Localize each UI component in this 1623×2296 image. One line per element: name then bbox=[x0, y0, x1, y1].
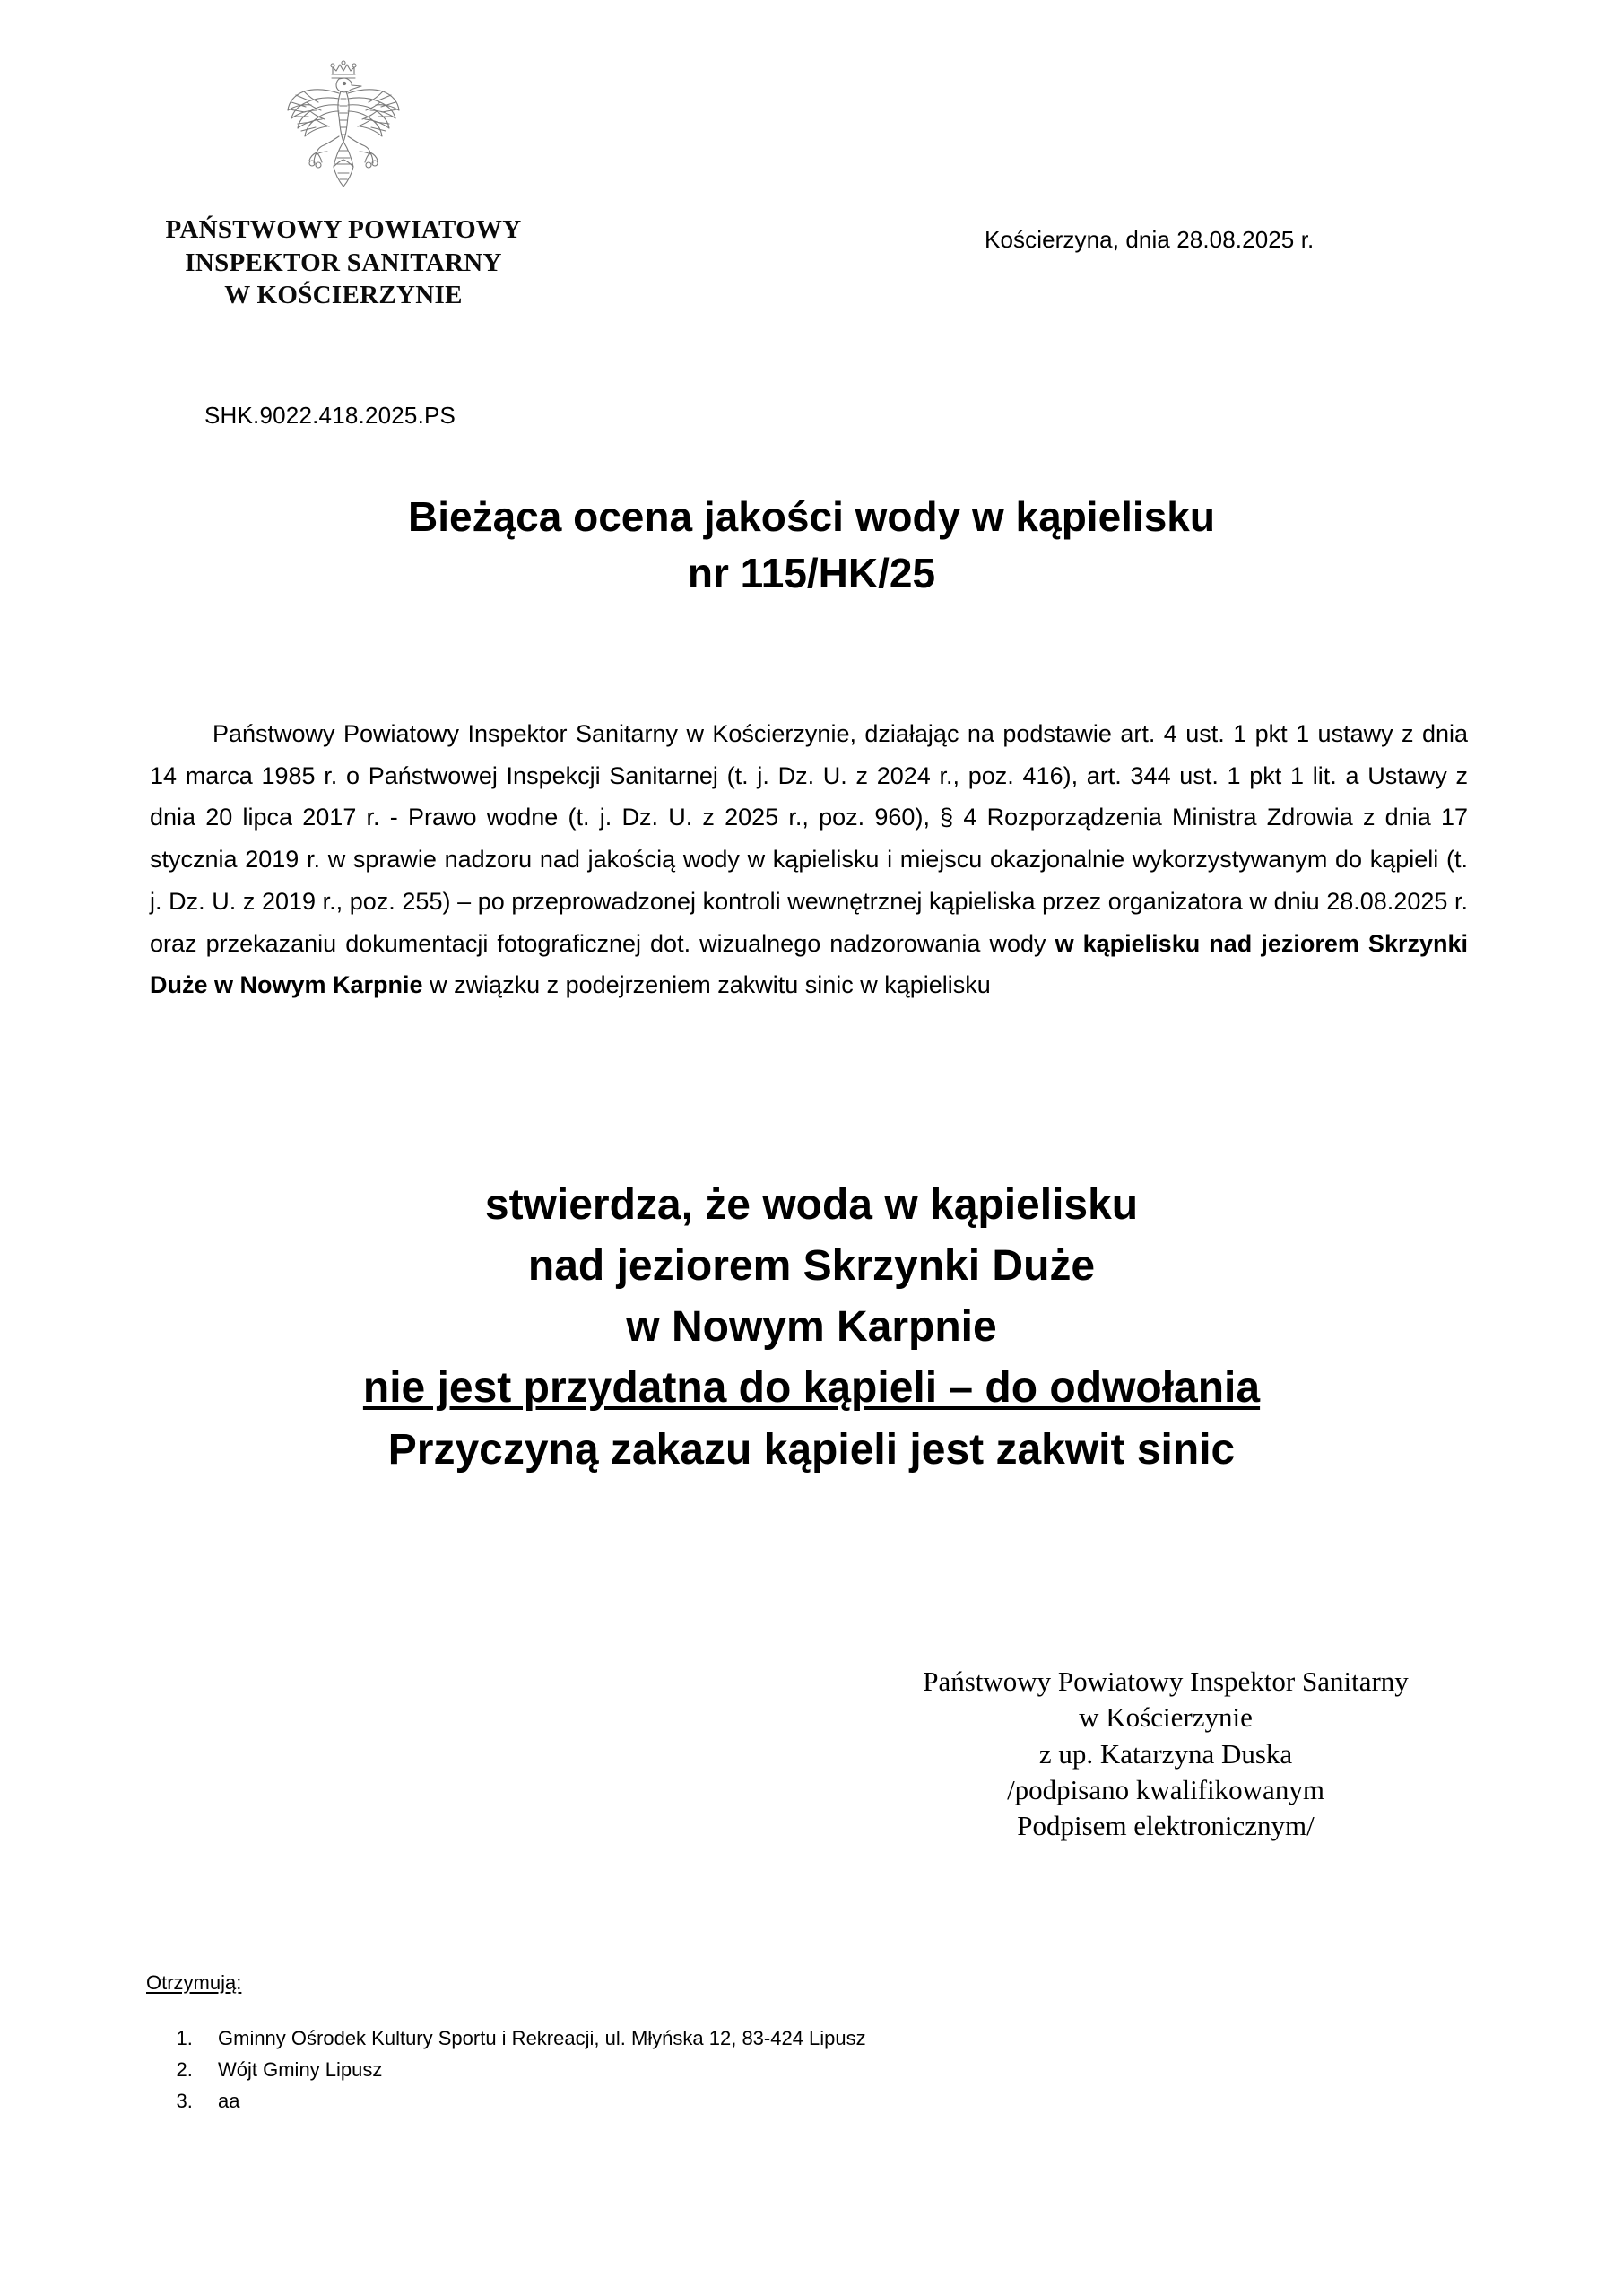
page-title bbox=[161, 489, 1462, 601]
signature-block bbox=[852, 1664, 1480, 1844]
signature-line-1: Państwowy Powiatowy Inspektor Sanitarny bbox=[923, 1665, 1409, 1697]
declaration-line-2: nad jeziorem Skrzynki Duże bbox=[527, 1242, 1096, 1291]
declaration-line-3: w Nowym Karpnie bbox=[626, 1303, 997, 1352]
page-title-line-1: Bieżąca ocena jakości wody w kąpielisku bbox=[408, 493, 1215, 540]
document-date: Kościerzyna, dnia 28.08.2025 r. bbox=[985, 226, 1315, 253]
legal-basis-text-part-1: Państwowy Powiatowy Inspektor Sanitarny w Kościerzynie, działając na podstawie art. 4 ust. 1 pkt 1 ustawy z dnia 14 marca 1985 r. o Państwowej Inspekcji Sanitarnej (t. j. Dz. U. z 2024 r., poz. 416), art. 344 ust. 1 pkt 1 lit. a Ustawy z dnia 20 lipca 2017 r. - Prawo wodne (t. j. Dz. U. z 2025 r., poz. 960), § 4 Rozporządzenia Ministra Zdrowia z dnia 17 stycznia 2019 r. w sprawie nadzoru nad jakością wody w kąpielisku i miejscu okazjonalnie wykorzystywanym do kąpieli (t. j. Dz. U. z 2019 r., poz. 255) – po przeprowadzonej kontroli wewnętrznej kąpieliska przez organizatora w dniu 28.08.2025 r. oraz przekazaniu dokumentacji fotograficznej dot. wizualnego nadzorowania wody bbox=[150, 720, 1468, 957]
page-title-line-2: nr 115/HK/25 bbox=[687, 549, 936, 596]
office-name-line-2: INSPEKTOR SANITARNY bbox=[185, 248, 502, 277]
recipients-label: Otrzymują: bbox=[146, 1971, 242, 1994]
office-name-line-3: W KOŚCIERZYNIE bbox=[224, 281, 463, 310]
list-item: 2. Wójt Gminy Lipusz bbox=[198, 2054, 1274, 2085]
letterhead bbox=[133, 47, 554, 312]
declaration-reason: Przyczyną zakazu kąpieli jest zakwit sinic bbox=[387, 1425, 1236, 1474]
signature-line-4: /podpisano kwalifikowanym bbox=[1007, 1773, 1324, 1805]
signature-line-3: z up. Katarzyna Duska bbox=[1038, 1737, 1293, 1770]
declaration-prohibition: nie jest przydatna do kąpieli – do odwołania bbox=[362, 1364, 1261, 1413]
legal-basis-paragraph bbox=[150, 713, 1468, 1006]
polish-eagle-emblem bbox=[276, 47, 411, 204]
legal-basis-text-part-2: w związku z podejrzeniem zakwitu sinic w kąpielisku bbox=[422, 971, 991, 999]
recipients-list bbox=[146, 2022, 1274, 2118]
declaration-block bbox=[108, 1175, 1515, 1481]
list-item: 1. Gminny Ośrodek Kultury Sportu i Rekreacji, ul. Młyńska 12, 83-424 Lipusz bbox=[198, 2022, 1274, 2054]
reference-number: SHK.9022.418.2025.PS bbox=[204, 402, 456, 429]
bathing-site-name: w kąpielisku nad jeziorem Skrzynki Duże w Nowym Karpnie bbox=[150, 929, 1468, 999]
signature-line-5: Podpisem elektronicznym/ bbox=[1017, 1810, 1315, 1842]
signature-line-2: w Kościerzynie bbox=[1079, 1701, 1253, 1734]
office-name bbox=[133, 213, 554, 312]
declaration-line-1: stwierdza, że woda w kąpielisku bbox=[484, 1181, 1139, 1229]
list-item: 3. aa bbox=[198, 2085, 1274, 2117]
office-name-line-1: PAŃSTWOWY POWIATOWY bbox=[165, 215, 522, 244]
